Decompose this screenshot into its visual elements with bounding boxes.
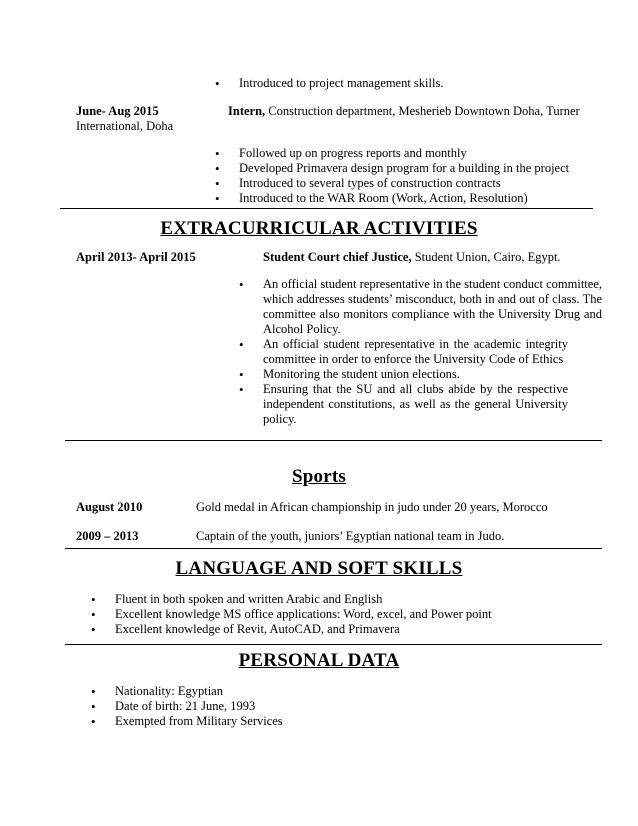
sports-heading: Sports (292, 466, 346, 487)
list-item: • Exempted from Military Services (91, 714, 491, 729)
language-heading: LANGUAGE AND SOFT SKILLS (175, 558, 463, 579)
intern-desc: Construction department, Mesherieb Downtown Doha, Turner (265, 104, 580, 118)
list-item: • Date of birth: 21 June, 1993 (91, 699, 491, 714)
divider (65, 440, 602, 441)
intern-role (228, 104, 608, 119)
extracurricular-bullet-list (239, 277, 602, 427)
extracurricular-heading: EXTRACURRICULAR ACTIVITIES (160, 218, 478, 239)
extracurricular-desc: Student Union, Cairo, Egypt. (411, 250, 561, 264)
list-item: • Introduced to project management skills. (215, 76, 595, 91)
extracurricular-date: April 2013- April 2015 (76, 250, 196, 264)
extracurricular-title: Student Court chief Justice, (263, 250, 412, 264)
list-item: • Excellent knowledge of Revit, AutoCAD, and Primavera (91, 622, 591, 637)
intern-title: Intern, (228, 104, 266, 118)
list-item: • An official student representative in the academic integrity committee in order to enforce the University Code of Ethics (239, 337, 568, 367)
intern-bullet-list (215, 146, 605, 206)
list-item: • Introduced to several types of construction contracts (215, 176, 605, 191)
personal-bullet-list (91, 684, 491, 729)
list-item: • Followed up on progress reports and monthly (215, 146, 605, 161)
sports-text-1: Gold medal in African championship in judo under 20 years, Morocco (196, 500, 548, 514)
intern-location: International, Doha (76, 119, 174, 133)
language-bullet-list (91, 592, 591, 637)
list-item: • Excellent knowledge MS office applications: Word, excel, and Power point (91, 607, 591, 622)
list-item: • Ensuring that the SU and all clubs abide by the respective independent constitutions, as well as the general University policy. (239, 382, 568, 427)
list-item: • Monitoring the student union elections. (239, 367, 602, 382)
list-item: • Developed Primavera design program for a building in the project (215, 161, 605, 176)
personal-heading: PERSONAL DATA (238, 650, 400, 671)
sports-date-2: 2009 – 2013 (76, 529, 139, 543)
extracurricular-role (263, 250, 603, 265)
divider (65, 548, 602, 549)
list-item: • Fluent in both spoken and written Arabic and English (91, 592, 591, 607)
list-item: • Nationality: Egyptian (91, 684, 491, 699)
sports-date-1: August 2010 (76, 500, 143, 514)
sports-text-2: Captain of the youth, juniors’ Egyptian national team in Judo. (196, 529, 505, 543)
divider (60, 208, 593, 209)
top-bullet-list (215, 76, 595, 91)
list-item: • Introduced to the WAR Room (Work, Action, Resolution) (215, 191, 605, 206)
intern-date: June- Aug 2015 (76, 104, 159, 118)
list-item: • An official student representative in the student conduct committee, which addresses students’ misconduct, both in and out of class. The committee also monitors compliance with the University Drug and Alcohol Policy. (239, 277, 602, 337)
divider (65, 644, 602, 645)
